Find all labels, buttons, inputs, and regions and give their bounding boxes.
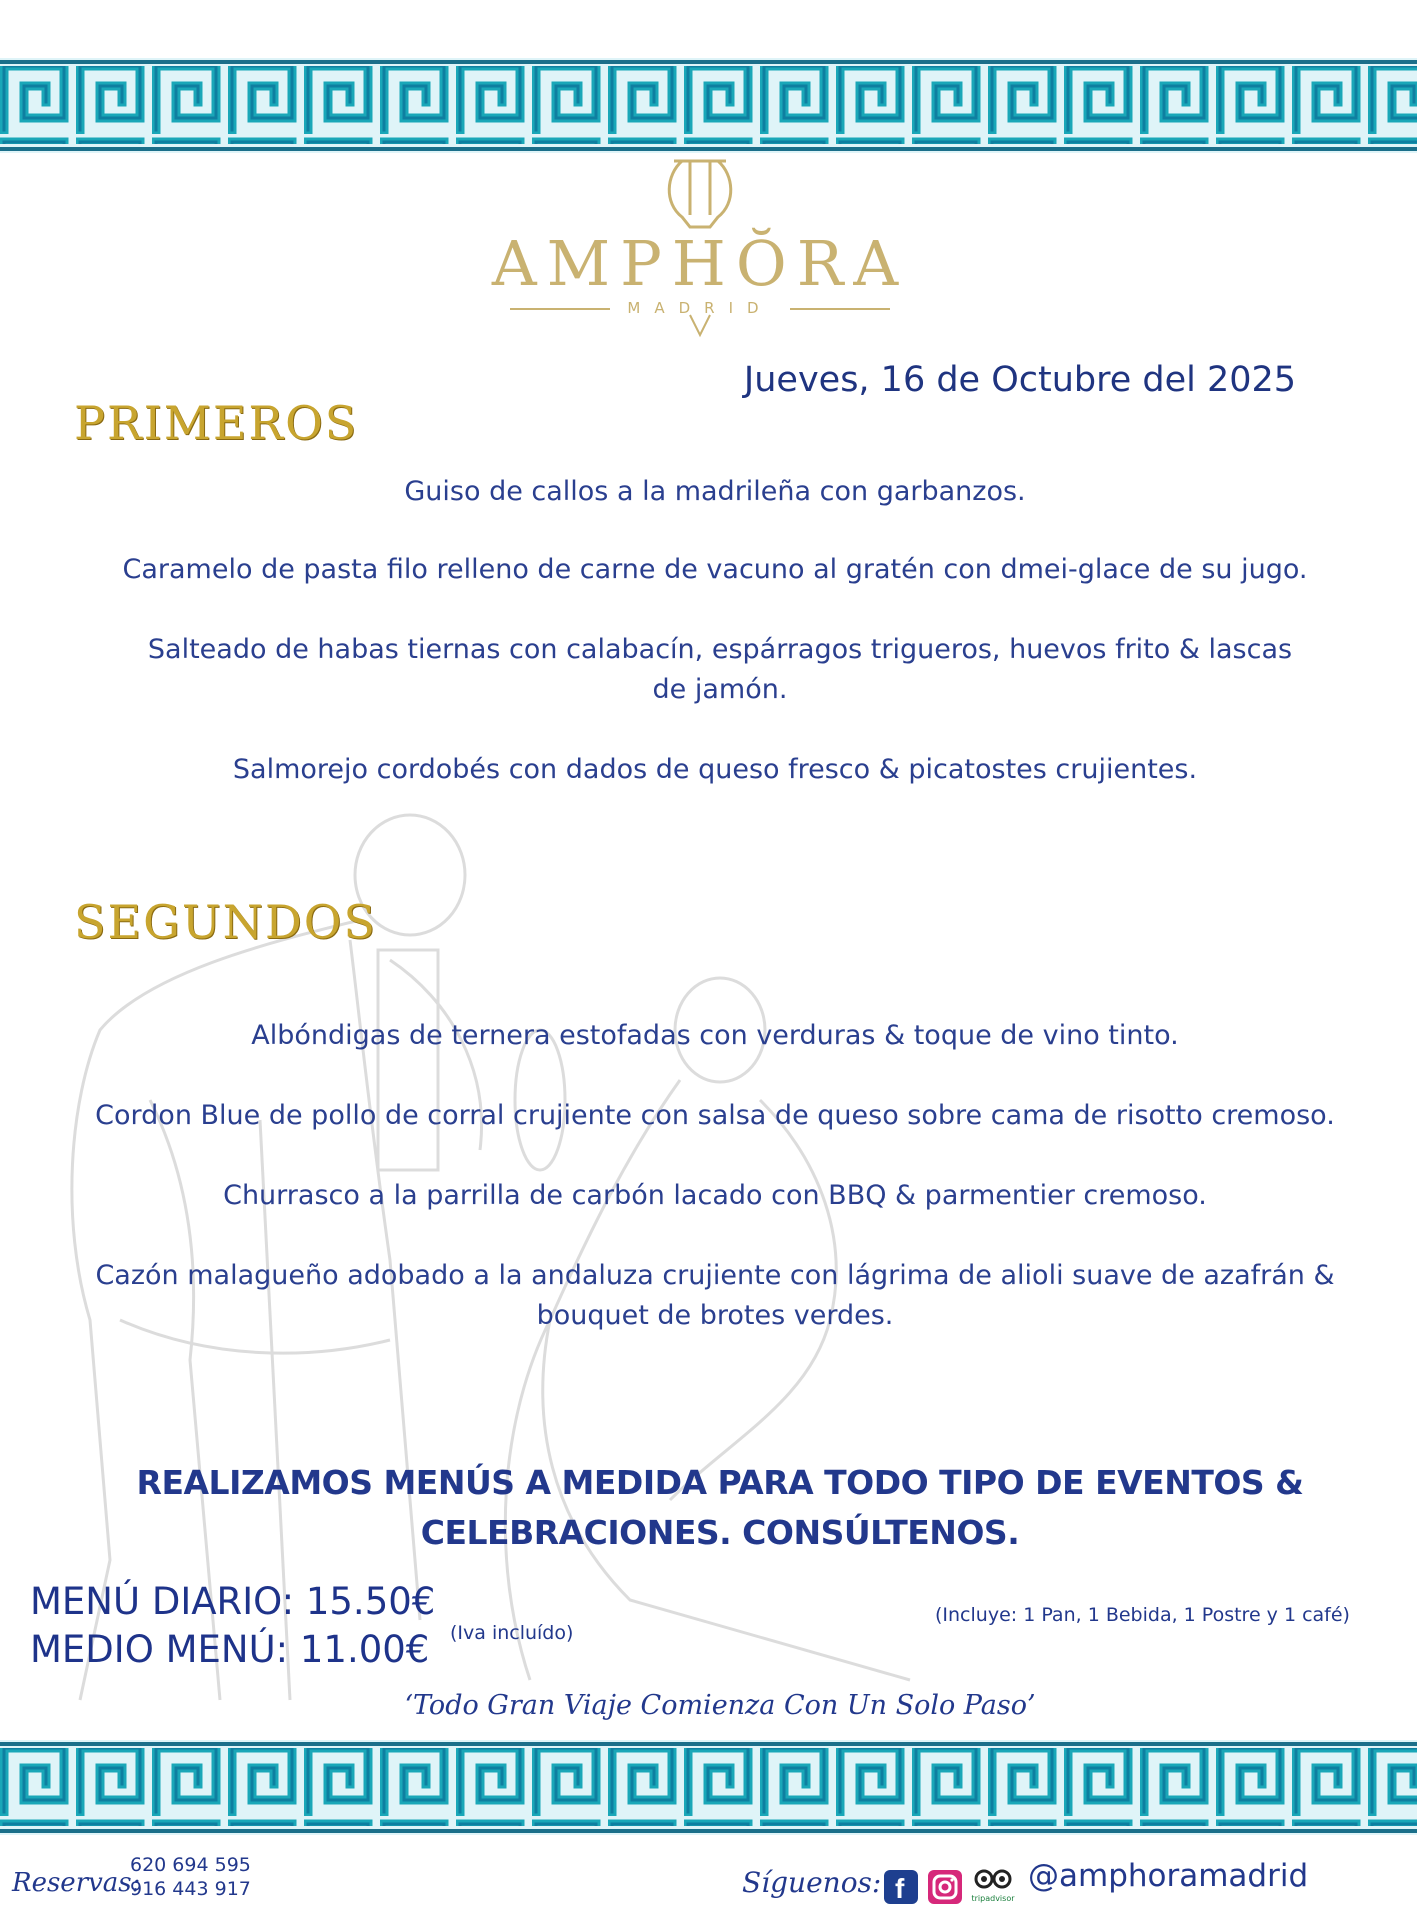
phone-number-2[interactable]: 916 443 917 [130,1878,251,1900]
section-title-segundos: SEGUNDOS [74,895,377,949]
iva-note: (Iva incluído) [450,1622,574,1644]
menu-date: Jueves, 16 de Octubre del 2025 [743,360,1297,400]
events-promo-line1: REALIZAMOS MENÚS A MEDIDA PARA TODO TIPO DE EVENTOS & [136,1463,1304,1502]
follow-label: Síguenos: [742,1866,882,1899]
dish-item: Guiso de callos a la madrileña con garbanzos. [404,476,1026,507]
reservas-label: Reservas: [12,1868,141,1898]
dish-item: Cordon Blue de pollo de corral crujiente con salsa de queso sobre cama de risotto cremoso. [95,1100,1335,1131]
amphora-logo [490,155,910,345]
dish-item: Cazón malagueño adobado a la andaluza crujiente con lágrima de alioli suave de azafrán & bouquet de brotes verdes. [95,1260,1335,1331]
dish-item: Salteado de habas tiernas con calabacín, espárragos trigueros, huevos frito & lascas de jamón. [147,634,1293,705]
events-promo-line2: CELEBRACIONES. CONSÚLTENOS. [420,1513,1020,1552]
tripadvisor-label: tripadvisor [971,1894,1015,1903]
dish-item: Albóndigas de ternera estofadas con verduras & toque de vino tinto. [251,1020,1179,1051]
facebook-icon[interactable] [884,1870,918,1904]
social-handle[interactable]: @amphoramadrid [1028,1858,1309,1894]
logo-subtitle: MADRID [627,299,773,317]
includes-note: (Incluye: 1 Pan, 1 Bebida, 1 Postre y 1 café) [935,1604,1350,1626]
instagram-icon[interactable] [928,1870,962,1904]
dish-item: Caramelo de pasta filo relleno de carne de vacuno al gratén con dmei-glace de su jugo. [122,554,1308,585]
dish-item: Churrasco a la parrilla de carbón lacado con BBQ & parmentier cremoso. [223,1180,1207,1211]
svg-text:f: f [895,1873,905,1904]
phone-number-1[interactable]: 620 694 595 [130,1854,251,1876]
logo-wordmark: AMPHŎRA [491,227,909,300]
dish-item: Salmorejo cordobés con dados de queso fresco & picatostes crujientes. [232,754,1198,785]
daily-menu-price: MENÚ DIARIO: 15.50€ [30,1580,436,1623]
amphora-vase-icon [660,155,740,230]
top-greek-border [0,58,1417,153]
section-title-primeros: PRIMEROS [74,396,359,450]
tripadvisor-icon[interactable] [970,1866,1016,1908]
events-promo [100,1458,1340,1558]
bottom-greek-border [0,1740,1417,1835]
half-menu-price: MEDIO MENÚ: 11.00€ [30,1628,430,1671]
motto-quote: ‘Todo Gran Viaje Comienza Con Un Solo Paso’ [404,1690,1036,1721]
